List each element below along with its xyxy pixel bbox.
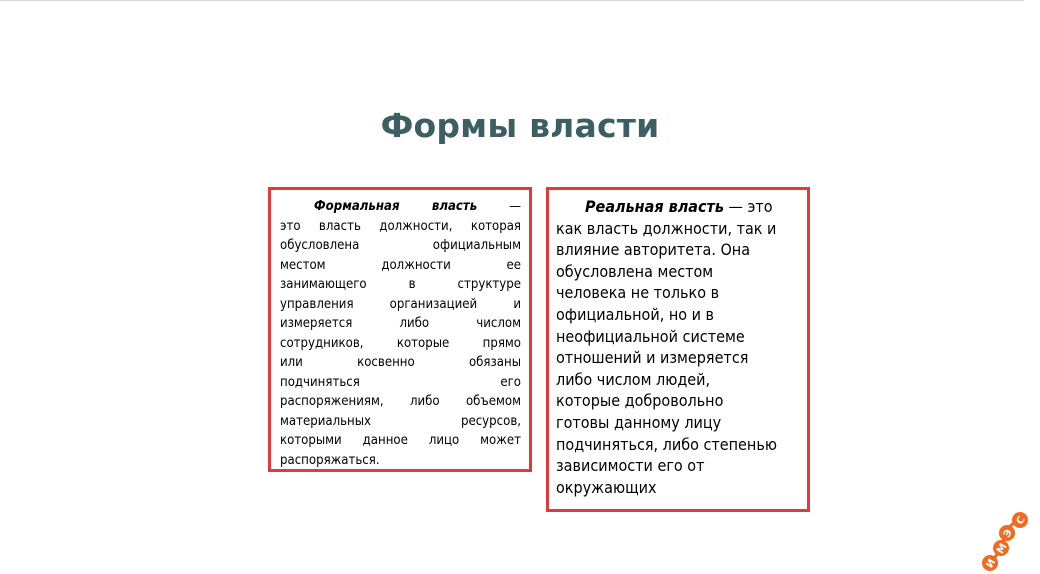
- real-power-text: [556, 196, 799, 498]
- real-power-line: влияние авторитета. Она: [556, 240, 751, 260]
- formal-power-line: местом должности ее: [280, 257, 521, 273]
- slide-title: Формы власти: [380, 106, 660, 145]
- formal-power-line: материальных ресурсов,: [280, 413, 521, 429]
- formal-power-line: распоряжаться.: [280, 452, 380, 468]
- formal-power-line: это власть должности, которая: [280, 218, 521, 234]
- real-power-line: зависимости его от: [556, 456, 705, 476]
- real-power-line: отношений и измеряется: [556, 348, 749, 368]
- real-power-line: окружающих: [556, 477, 657, 497]
- real-power-dash: — это: [723, 197, 773, 216]
- real-power-line: официальной, но и в: [556, 304, 715, 324]
- formal-power-line: обусловлена официальным: [280, 238, 521, 253]
- formal-power-term: Формальная власть: [314, 199, 478, 214]
- formal-power-line: подчиняться его: [280, 374, 521, 390]
- formal-power-line: измеряется либо числом: [280, 316, 521, 331]
- real-power-term: Реальная власть: [585, 197, 724, 216]
- real-power-line: человека не только в: [556, 283, 720, 303]
- formal-power-text: [280, 197, 521, 470]
- top-divider-line: [0, 0, 1024, 1]
- formal-power-line: занимающего в структуре: [280, 277, 521, 292]
- formal-power-line: сотрудников, которые прямо: [280, 335, 521, 351]
- real-power-line: обусловлена местом: [556, 261, 714, 281]
- real-power-line: подчиняться, либо степенью: [556, 434, 777, 454]
- formal-power-dash: —: [477, 199, 521, 214]
- imes-logo: [980, 512, 1028, 574]
- formal-power-line: управления организацией и: [280, 296, 521, 312]
- logo-letter: С: [1014, 514, 1028, 527]
- formal-power-card: [268, 187, 532, 472]
- real-power-line: готовы данному лицу: [556, 412, 722, 432]
- real-power-first-line: [556, 196, 799, 218]
- formal-power-first-line: [280, 197, 521, 217]
- real-power-line: неофициальной системе: [556, 326, 745, 346]
- logo-letter: М: [995, 541, 1010, 556]
- formal-power-line: которыми данное лицо может: [280, 433, 521, 448]
- logo-letter: Э: [1001, 527, 1015, 540]
- formal-power-line: или косвенно обязаны: [280, 355, 521, 370]
- real-power-card: [546, 187, 810, 512]
- formal-power-line: распоряжениям, либо объемом: [280, 394, 521, 409]
- real-power-line: как власть должности, так и: [556, 218, 777, 238]
- real-power-line: которые добровольно: [556, 391, 724, 411]
- real-power-line: либо числом людей,: [556, 369, 711, 389]
- logo-letter: И: [984, 557, 999, 571]
